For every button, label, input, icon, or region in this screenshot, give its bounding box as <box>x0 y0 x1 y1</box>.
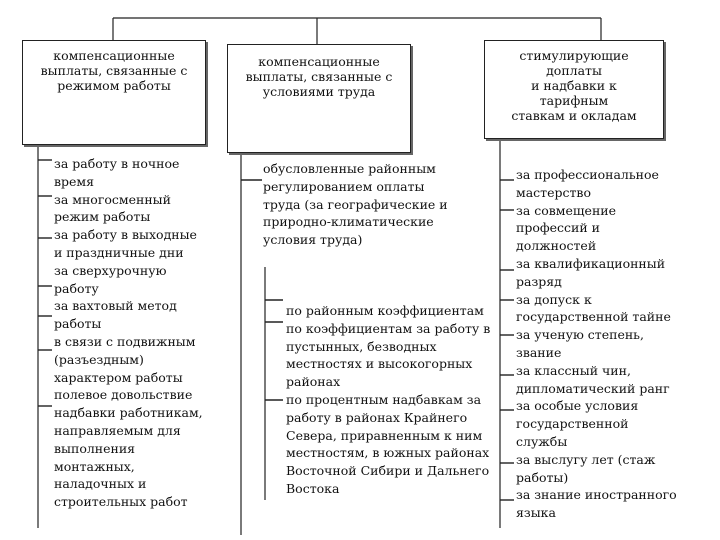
list-item: за ученую степень, <box>516 327 644 343</box>
list-item: режим работы <box>54 209 151 225</box>
header-line: тарифным <box>539 93 609 108</box>
list-item: дипломатический ранг <box>516 380 670 396</box>
list-item: за особые условия <box>516 398 639 414</box>
list-item: районах <box>286 374 341 390</box>
list-item: по районным коэффициентам <box>286 303 484 318</box>
intro-conditions <box>263 160 448 249</box>
list-item: за классный чин, <box>516 362 631 378</box>
list-item: наладочных и <box>54 476 147 492</box>
list-item: надбавки работникам, <box>54 405 203 421</box>
list-item: направляемым для <box>54 422 181 438</box>
list-item: профессий и <box>516 220 601 236</box>
list-item: (разъездным) <box>54 351 144 367</box>
header-line: компенсационные <box>53 48 175 63</box>
list-item: Востока <box>286 480 340 496</box>
list-item: работы) <box>516 469 569 485</box>
list-incentive <box>516 166 677 522</box>
list-item: работу в районах Крайнего <box>286 409 468 425</box>
list-item: за знание иностранного <box>516 487 677 503</box>
list-item: выполнения <box>54 440 136 456</box>
header-line: условиями труда <box>262 84 376 99</box>
list-item: за выслугу лет (стаж <box>516 451 656 467</box>
intro-line: труда (за географические и <box>263 196 448 212</box>
list-item: за работу в ночное <box>54 156 180 171</box>
list-item: за профессиональное <box>516 167 659 182</box>
list-item: Севера, приравненным к ним <box>286 427 483 443</box>
list-item: местностям, в южных районах <box>286 445 490 461</box>
list-item: государственной <box>516 416 629 432</box>
list-item: разряд <box>516 273 562 289</box>
header-line: компенсационные <box>258 54 380 69</box>
list-item: по коэффициентам за работу в <box>286 320 491 336</box>
list-item: полевое довольствие <box>54 387 193 403</box>
list-item: за работу в выходные <box>54 227 197 243</box>
list-item: работу <box>54 280 99 296</box>
header-line: доплаты <box>546 63 602 78</box>
list-item: Восточной Сибири и Дальнего <box>286 463 490 479</box>
header-box-conditions <box>227 44 411 153</box>
list-item: и праздничные дни <box>54 244 184 260</box>
header-line: режимом работы <box>57 78 171 93</box>
header-line: выплаты, связанные с <box>245 69 393 84</box>
list-conditions <box>286 302 490 498</box>
intro-line: регулированием оплаты <box>263 178 425 194</box>
list-item: по процентным надбавкам за <box>286 391 482 407</box>
list-item: время <box>54 173 95 189</box>
header-box-regime <box>22 40 206 145</box>
list-item: за квалификационный <box>516 255 666 271</box>
list-item: должностей <box>516 238 597 254</box>
intro-line: условия труда) <box>263 232 363 248</box>
list-regime <box>54 155 203 511</box>
header-box-incentive <box>484 40 664 139</box>
list-item: местностях и высокогорных <box>286 356 473 372</box>
list-item: за допуск к <box>516 291 592 307</box>
list-item: языка <box>516 505 556 521</box>
list-item: пустынных, безводных <box>286 338 437 354</box>
list-item: характером работы <box>54 369 183 385</box>
list-item: за вахтовый метод <box>54 298 177 314</box>
intro-line: природно-климатические <box>263 214 434 230</box>
list-item: мастерство <box>516 184 591 200</box>
list-item: за совмещение <box>516 202 617 218</box>
header-line: ставкам и окладам <box>511 108 637 123</box>
list-item: монтажных, <box>54 458 135 474</box>
list-item: за сверхурочную <box>54 262 167 278</box>
list-item: государственной тайне <box>516 309 671 325</box>
list-item: за многосменный <box>54 191 171 207</box>
header-line: и надбавки к <box>531 78 617 93</box>
list-item: в связи с подвижным <box>54 333 196 349</box>
list-item: работы <box>54 316 102 332</box>
header-line: выплаты, связанные с <box>40 63 188 78</box>
list-item: звание <box>516 344 562 360</box>
header-line: стимулирующие <box>519 48 629 63</box>
list-item: службы <box>516 433 568 449</box>
intro-line: обусловленные районным <box>263 161 436 176</box>
list-item: строительных работ <box>54 494 188 510</box>
